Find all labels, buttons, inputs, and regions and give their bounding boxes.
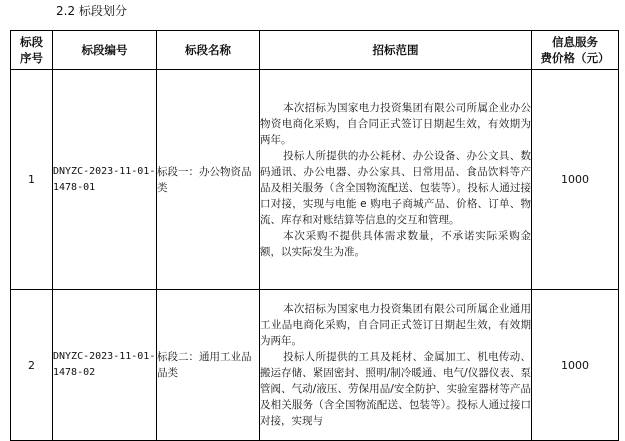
header-seq-line2: 序号	[20, 51, 43, 65]
section-title: 2.2 标段划分	[56, 4, 127, 18]
header-price-line1: 信息服务	[552, 35, 598, 49]
table-row	[11, 290, 619, 441]
row-seq: 1	[11, 70, 53, 290]
header-scope: 招标范围	[260, 31, 532, 70]
scope-paragraph: 本次招标为国家电力投资集团有限公司所属企业通用工业品电商化采购，自合同正式签订日期起生效，有效期为两年。	[260, 303, 531, 347]
header-name: 标段名称	[157, 31, 260, 70]
scope-paragraph: 投标人所提供的工具及耗材、金属加工、机电传动、搬运存储、紧固密封、照明/制冷暖通、电气/仪器仪表、泵管阀、气动/液压、劳保用品/安全防护、实验室器材等产品及相关服务（含全国物流配送、包装等）。投标人通过接口对接，实现与	[260, 351, 531, 427]
header-seq-line1: 标段	[20, 35, 43, 49]
row-scope	[260, 70, 532, 290]
row-seq: 2	[11, 290, 53, 441]
lot-division-table	[10, 30, 619, 441]
row-price: 1000	[532, 70, 619, 290]
row-scope	[260, 290, 532, 441]
row-price: 1000	[532, 290, 619, 441]
header-seq	[11, 31, 53, 70]
row-code: DNYZC-2023-11-01-1478-01	[53, 70, 157, 290]
scope-paragraph: 本次招标为国家电力投资集团有限公司所属企业办公物资电商化采购，自合同正式签订日期起生效，有效期为两年。	[260, 101, 531, 146]
row-name: 标段一：办公物资品类	[157, 70, 260, 290]
header-code: 标段编号	[53, 31, 157, 70]
row-name: 标段二：通用工业品品类	[157, 290, 260, 441]
header-price	[532, 31, 619, 70]
table-row	[11, 70, 619, 290]
header-price-line2: 费价格（元）	[540, 51, 610, 65]
row-code: DNYZC-2023-11-01-1478-02	[53, 290, 157, 441]
scope-paragraph: 本次采购不提供具体需求数量，不承诺实际采购金额，以实际发生为准。	[260, 229, 531, 258]
scope-paragraph: 投标人所提供的办公耗材、办公设备、办公文具、数码通讯、办公电器、办公家具、日常用品、食品饮料等产品及相关服务（含全国物流配送、包装等）。投标人通过接口对接，实现与电能 e 购电子商城产品、价格、订单、物流、库存和对账结算等信息的交互和管理。	[260, 149, 531, 226]
table-header-row	[11, 31, 619, 70]
